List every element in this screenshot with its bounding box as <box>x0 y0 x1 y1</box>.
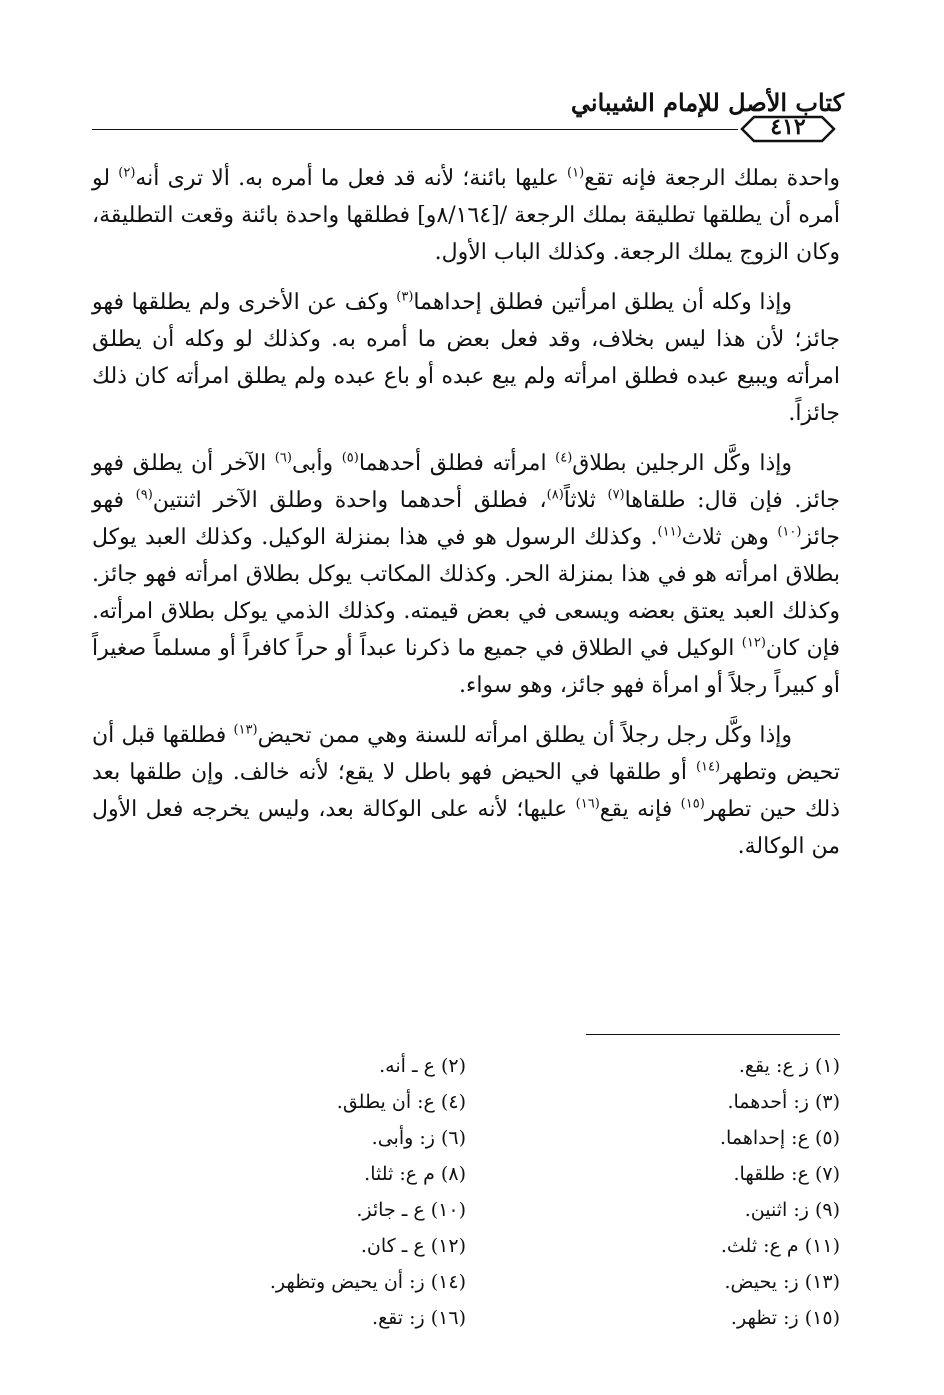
footnote-marker: (١٦) <box>575 796 600 812</box>
footnote-marker: (١٣) <box>233 722 258 738</box>
running-header-title: كتاب الأصل للإمام الشيباني <box>570 88 844 117</box>
footnote-marker: (١٥) <box>680 796 705 812</box>
footnote-item: (١٦) ز: تقع. <box>372 1307 466 1329</box>
footnote-marker: (٣) <box>396 289 414 305</box>
footnote-item: (١٠) ع ـ جائز. <box>356 1199 466 1221</box>
text-run: أو طلقها في الحيض فهو باطل لا يقع؛ لأنه خالف. وإن طلقها بعد ذلك حين تطهر <box>92 760 840 822</box>
footnote-item: (١١) م ع: ثلث. <box>720 1235 840 1257</box>
main-text <box>92 160 840 878</box>
footnote-item: (٩) ز: اثنين. <box>744 1199 840 1221</box>
footnote-marker: (١٢) <box>741 635 766 651</box>
text-run: ثلاثاً <box>563 488 608 513</box>
page-number: ٤١٢ <box>770 114 806 140</box>
footnote-marker: (٧) <box>607 487 625 503</box>
footnote-item: (٣) ز: أحدهما. <box>727 1091 840 1113</box>
footnote-item: (٥) ع: إحداهما. <box>720 1127 840 1149</box>
footnote-item: (١٣) ز: يحيض. <box>724 1271 840 1293</box>
text-run: وإذا وكَّل رجل رجلاً أن يطلق امرأته للسنة وهي ممن تحيض <box>257 723 792 748</box>
footnote-item: (٦) ز: وأبى. <box>371 1127 466 1149</box>
paragraph <box>92 160 840 271</box>
paragraph <box>92 284 840 432</box>
footnote-separator <box>586 1034 840 1035</box>
footnote-marker: (٩) <box>135 487 153 503</box>
footnote-item: (١٥) ز: تظهر. <box>730 1307 840 1329</box>
footnote-marker: (١١) <box>657 524 682 540</box>
footnote-item: (٢) ع ـ أنه. <box>379 1055 466 1077</box>
header-rule <box>92 129 738 130</box>
text-run: وإذا وكَّل الرجلين بطلاق <box>572 451 792 476</box>
text-run: ، فطلق أحدهما واحدة وطلق الآخر اثنتين <box>152 488 547 513</box>
text-run: فطلقها قبل أن تحيض وتطهر <box>92 723 840 785</box>
footnote-marker: (٢) <box>118 165 136 181</box>
text-run: الآخر أن يطلق فهو جائز. فإن قال: طلقاها <box>92 451 840 513</box>
text-run: لو أمره أن يطلقها تطليقة بملك الرجعة /[٨/١٦٤و] فطلقها واحدة بائنة وقعت التطليقة، وكان الزوج يملك الرجعة. وكذلك الباب الأول. <box>92 166 840 265</box>
footnote-item: (١٤) ز: أن يحيض وتظهر. <box>269 1271 466 1293</box>
text-run: وإذا وكله أن يطلق امرأتين فطلق إحداهما <box>413 290 792 315</box>
paragraph <box>92 717 840 865</box>
footnote-item: (١) ز ع: يقع. <box>738 1055 840 1077</box>
footnote-item: (٨) م ع: ثلثا. <box>364 1163 466 1185</box>
footnote-marker: (٥) <box>341 450 359 466</box>
footnote-marker: (١٠) <box>777 524 802 540</box>
text-run: وأبى <box>291 451 342 476</box>
footnote-item: (١٢) ع ـ كان. <box>360 1235 466 1257</box>
text-run: فهو جائز <box>92 488 841 550</box>
paragraph <box>92 445 840 704</box>
text-run: الوكيل في الطلاق في جميع ما ذكرنا عبداً أو حراً كافراً أو مسلماً صغيراً أو كبيراً رجلاً أو امرأة فهو جائز، وهو سواء. <box>92 636 840 698</box>
footnote-marker: (١٤) <box>695 759 721 775</box>
text-run: وكف عن الأخرى ولم يطلقها فهو جائز؛ لأن هذا ليس بخلاف، وقد فعل بعض ما أمره به. وكذلك لو وكله أن يطلق امرأته ويبيع عبده فطلق امرأته ولم يبع عبده أو باع عبده ولم يطلق امرأته كان ذلك جائزاً. <box>92 290 840 426</box>
page-number-badge <box>740 113 836 145</box>
text-run: عليها بائنة؛ لأنه قد فعل ما أمره به. ألا ترى أنه <box>135 166 568 191</box>
text-run: وهن ثلاث <box>681 525 778 550</box>
footnotes <box>92 1050 840 1335</box>
footnote-item: (٧) ع: طلقها. <box>733 1163 840 1185</box>
footnote-marker: (٨) <box>546 487 564 503</box>
text-run: امرأته فطلق أحدهما <box>358 451 556 476</box>
text-run: . وكذلك الرسول هو في هذا بمنزلة الوكيل. وكذلك العبد يوكل بطلاق امرأته هو في هذا بمنزلة الحر. وكذلك المكاتب يوكل بطلاق امرأته فهو جائز. وكذلك العبد يعتق بعضه ويسعى في بعض قيمته. وكذلك الذمي يوكل بطلاق امرأته. فإن كان <box>92 525 841 661</box>
text-run: واحدة بملك الرجعة فإنه تقع <box>584 166 841 191</box>
text-run: فإنه يقع <box>599 797 681 822</box>
footnote-marker: (٦) <box>274 450 292 466</box>
footnote-marker: (١) <box>567 165 585 181</box>
footnote-marker: (٤) <box>555 450 573 466</box>
footnote-item: (٤) ع: أن يطلق. <box>336 1091 466 1113</box>
text-run: عليها؛ لأنه على الوكالة بعد، وليس يخرجه فعل الأول من الوكالة. <box>92 797 840 859</box>
